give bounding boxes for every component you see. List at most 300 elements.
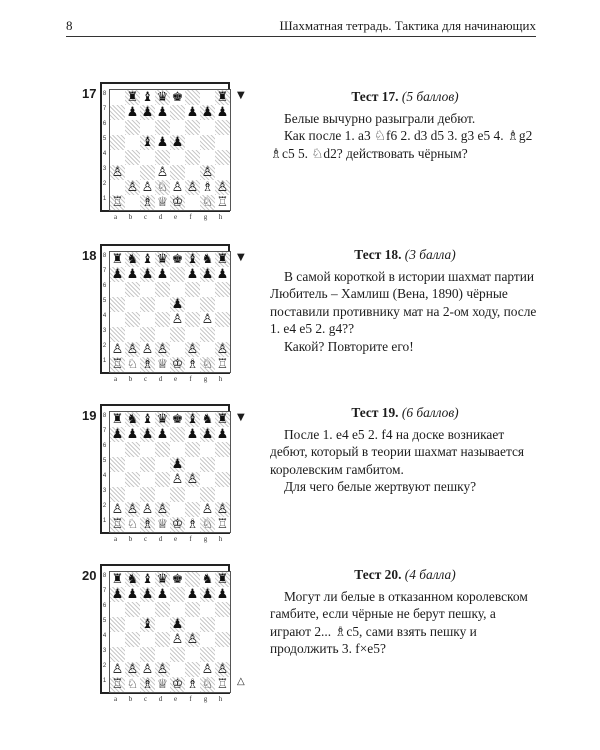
board-square <box>200 135 215 150</box>
board-square <box>185 297 200 312</box>
file-label: b <box>128 695 133 703</box>
board-square <box>185 135 200 150</box>
board-square <box>125 457 140 472</box>
white-bishop-icon: ♗ <box>141 517 154 532</box>
rank-label: 8 <box>102 91 107 97</box>
board-square <box>125 120 140 135</box>
board-square <box>155 195 170 210</box>
black-knight-icon: ♞ <box>201 412 214 427</box>
black-pawn-icon: ♟ <box>201 427 214 442</box>
board-square <box>110 105 125 120</box>
black-bishop-icon: ♝ <box>141 412 154 427</box>
board-square <box>200 342 215 357</box>
board-square <box>110 427 125 442</box>
file-label: b <box>128 535 133 543</box>
rank-labels <box>101 569 108 689</box>
board-square <box>185 617 200 632</box>
board-square <box>215 602 230 617</box>
white-pawn-icon: ♙ <box>141 342 154 357</box>
file-labels <box>108 213 228 221</box>
file-label: g <box>203 695 208 703</box>
board-square <box>125 677 140 692</box>
board-square <box>200 120 215 135</box>
black-queen-icon: ♛ <box>156 90 169 105</box>
rank-label: 6 <box>102 121 107 127</box>
file-label: d <box>158 535 163 543</box>
rank-labels <box>101 87 108 207</box>
board-square <box>185 165 200 180</box>
board-square <box>170 342 185 357</box>
board-square <box>155 342 170 357</box>
black-pawn-icon: ♟ <box>141 267 154 282</box>
board-square <box>200 105 215 120</box>
board-square <box>125 135 140 150</box>
white-knight-icon: ♘ <box>126 677 139 692</box>
test-19 <box>270 404 540 496</box>
board-square <box>215 662 230 677</box>
board-square <box>170 632 185 647</box>
test-text <box>270 588 540 658</box>
board-square <box>110 252 125 267</box>
white-knight-icon: ♘ <box>201 677 214 692</box>
white-pawn-icon: ♙ <box>186 180 199 195</box>
board-square <box>200 150 215 165</box>
file-label: h <box>218 213 223 221</box>
board-square <box>140 105 155 120</box>
black-rook-icon: ♜ <box>111 572 124 587</box>
board-square <box>215 632 230 647</box>
file-labels <box>108 695 228 703</box>
white-king-icon: ♔ <box>171 677 184 692</box>
board-square <box>170 472 185 487</box>
white-pawn-icon: ♙ <box>216 662 229 677</box>
board-square <box>200 487 215 502</box>
file-label: c <box>143 213 148 221</box>
board-square <box>125 282 140 297</box>
board-square <box>155 282 170 297</box>
board-square <box>110 327 125 342</box>
board-square <box>140 442 155 457</box>
board-square <box>200 90 215 105</box>
board-square <box>170 457 185 472</box>
chessboard-frame <box>100 564 230 694</box>
board-square <box>215 587 230 602</box>
test-paragraph: Какой? Повторите его! <box>284 338 414 354</box>
white-queen-icon: ♕ <box>156 195 169 210</box>
board-square <box>155 502 170 517</box>
white-knight-icon: ♘ <box>201 357 214 372</box>
board-square <box>215 135 230 150</box>
file-label: f <box>189 535 192 543</box>
white-pawn-icon: ♙ <box>171 632 184 647</box>
board-square <box>125 342 140 357</box>
board-square <box>110 412 125 427</box>
white-pawn-icon: ♙ <box>141 502 154 517</box>
chessboard-frame <box>100 82 230 212</box>
white-bishop-icon: ♗ <box>186 517 199 532</box>
board-square <box>155 602 170 617</box>
board-square <box>110 282 125 297</box>
white-pawn-icon: ♙ <box>171 312 184 327</box>
board-square <box>200 572 215 587</box>
board-square <box>125 502 140 517</box>
board-square <box>155 412 170 427</box>
board-square <box>125 617 140 632</box>
black-knight-icon: ♞ <box>126 412 139 427</box>
board-square <box>200 632 215 647</box>
board-square <box>125 412 140 427</box>
test-title-number: Тест 19. <box>351 405 399 420</box>
rank-label: 3 <box>102 166 107 172</box>
board-square <box>110 312 125 327</box>
rank-label: 7 <box>102 588 107 594</box>
diagram-number: 17 <box>82 86 97 101</box>
rank-label: 8 <box>102 573 107 579</box>
board-square <box>140 180 155 195</box>
rank-label: 6 <box>102 283 107 289</box>
running-title: Шахматная тетрадь. Тактика для начинающих <box>279 18 536 33</box>
white-king-icon: ♔ <box>171 195 184 210</box>
file-label: h <box>218 375 223 383</box>
board-square <box>215 517 230 532</box>
black-pawn-icon: ♟ <box>201 587 214 602</box>
white-knight-icon: ♘ <box>126 517 139 532</box>
board-square <box>110 90 125 105</box>
board-square <box>185 267 200 282</box>
file-label: f <box>189 213 192 221</box>
rank-label: 5 <box>102 618 107 624</box>
black-pawn-icon: ♟ <box>201 267 214 282</box>
board-square <box>200 267 215 282</box>
white-bishop-icon: ♗ <box>186 677 199 692</box>
black-pawn-icon: ♟ <box>156 267 169 282</box>
board-square <box>185 487 200 502</box>
board-square <box>125 195 140 210</box>
file-labels <box>108 375 228 383</box>
board-square <box>125 572 140 587</box>
white-rook-icon: ♖ <box>111 517 124 532</box>
chessboard <box>109 251 231 373</box>
black-pawn-icon: ♟ <box>171 617 184 632</box>
black-king-icon: ♚ <box>171 572 184 587</box>
board-square <box>215 487 230 502</box>
board-square <box>110 457 125 472</box>
white-king-icon: ♔ <box>171 517 184 532</box>
rank-label: 3 <box>102 328 107 334</box>
board-square <box>155 587 170 602</box>
board-square <box>170 412 185 427</box>
white-pawn-icon: ♙ <box>126 662 139 677</box>
rank-label: 6 <box>102 443 107 449</box>
board-square <box>170 252 185 267</box>
board-square <box>200 282 215 297</box>
test-text <box>270 110 540 163</box>
board-square <box>140 90 155 105</box>
board-square <box>125 105 140 120</box>
board-square <box>125 327 140 342</box>
board-square <box>110 357 125 372</box>
board-square <box>140 662 155 677</box>
board-square <box>185 252 200 267</box>
board-square <box>200 617 215 632</box>
board-square <box>125 252 140 267</box>
black-knight-icon: ♞ <box>126 572 139 587</box>
board-square <box>155 105 170 120</box>
black-pawn-icon: ♟ <box>141 587 154 602</box>
white-pawn-icon: ♙ <box>141 180 154 195</box>
board-square <box>200 180 215 195</box>
board-square <box>215 457 230 472</box>
black-pawn-icon: ♟ <box>171 297 184 312</box>
board-square <box>185 105 200 120</box>
test-title-number: Тест 17. <box>351 89 399 104</box>
test-points: (3 балла) <box>404 247 456 262</box>
black-rook-icon: ♜ <box>216 252 229 267</box>
rank-label: 4 <box>102 473 107 479</box>
black-pawn-icon: ♟ <box>141 427 154 442</box>
white-king-icon: ♔ <box>171 357 184 372</box>
test-points: (5 баллов) <box>401 89 459 104</box>
white-rook-icon: ♖ <box>216 677 229 692</box>
black-pawn-icon: ♟ <box>186 587 199 602</box>
rank-label: 1 <box>102 518 107 524</box>
white-pawn-icon: ♙ <box>156 165 169 180</box>
board-square <box>155 312 170 327</box>
board-square <box>125 487 140 502</box>
board-square <box>110 632 125 647</box>
board-square <box>215 357 230 372</box>
board-square <box>155 165 170 180</box>
rank-label: 7 <box>102 428 107 434</box>
white-bishop-icon: ♗ <box>186 357 199 372</box>
black-knight-icon: ♞ <box>126 252 139 267</box>
black-pawn-icon: ♟ <box>156 427 169 442</box>
board-square <box>170 105 185 120</box>
rank-label: 5 <box>102 136 107 142</box>
white-queen-icon: ♕ <box>156 357 169 372</box>
board-square <box>170 90 185 105</box>
board-square <box>200 327 215 342</box>
white-rook-icon: ♖ <box>111 357 124 372</box>
board-square <box>215 150 230 165</box>
black-king-icon: ♚ <box>171 90 184 105</box>
board-square <box>200 195 215 210</box>
board-square <box>215 90 230 105</box>
board-square <box>110 517 125 532</box>
white-pawn-icon: ♙ <box>156 662 169 677</box>
board-square <box>200 165 215 180</box>
board-square <box>110 120 125 135</box>
board-square <box>125 602 140 617</box>
board-square <box>170 297 185 312</box>
board-square <box>185 342 200 357</box>
test-paragraph: Как после 1. a3 ♘f6 2. d3 d5 3. g3 e5 4. ♗g2 ♗c5 5. ♘d2? действовать чёрным? <box>270 128 533 161</box>
test-paragraph: После 1. e4 e5 2. f4 на доске возникает дебют, который в теории шахмат называется королевским гамбитом. <box>270 426 525 477</box>
board-square <box>185 677 200 692</box>
rank-label: 5 <box>102 458 107 464</box>
black-rook-icon: ♜ <box>126 90 139 105</box>
white-pawn-icon: ♙ <box>186 472 199 487</box>
board-square <box>155 647 170 662</box>
black-rook-icon: ♜ <box>216 412 229 427</box>
board-square <box>185 150 200 165</box>
black-pawn-icon: ♟ <box>111 587 124 602</box>
board-square <box>185 90 200 105</box>
diagram-number: 19 <box>82 408 97 423</box>
board-square <box>125 180 140 195</box>
board-square <box>185 327 200 342</box>
test-paragraph: Белые вычурно разыграли дебют. <box>284 110 476 126</box>
board-square <box>185 195 200 210</box>
board-square <box>170 180 185 195</box>
board-square <box>155 120 170 135</box>
test-title <box>270 246 540 264</box>
board-square <box>155 677 170 692</box>
rank-label: 7 <box>102 106 107 112</box>
file-label: a <box>113 535 118 543</box>
board-square <box>200 662 215 677</box>
board-square <box>170 267 185 282</box>
white-pawn-icon: ♙ <box>111 662 124 677</box>
board-square <box>155 327 170 342</box>
board-square <box>170 150 185 165</box>
board-square <box>200 472 215 487</box>
board-square <box>140 517 155 532</box>
black-pawn-icon: ♟ <box>216 587 229 602</box>
black-pawn-icon: ♟ <box>186 105 199 120</box>
board-square <box>140 572 155 587</box>
black-to-move-icon: ▼ <box>237 90 245 101</box>
black-rook-icon: ♜ <box>216 572 229 587</box>
board-square <box>185 472 200 487</box>
black-to-move-icon: ▼ <box>237 412 245 423</box>
board-square <box>155 180 170 195</box>
board-square <box>215 572 230 587</box>
chessboard <box>109 411 231 533</box>
black-bishop-icon: ♝ <box>141 252 154 267</box>
board-square <box>200 252 215 267</box>
rank-label: 4 <box>102 633 107 639</box>
board-square <box>140 150 155 165</box>
board-square <box>125 587 140 602</box>
black-bishop-icon: ♝ <box>141 135 154 150</box>
board-square <box>215 427 230 442</box>
black-pawn-icon: ♟ <box>156 105 169 120</box>
file-label: c <box>143 695 148 703</box>
diagram-number: 20 <box>82 568 97 583</box>
file-label: f <box>189 695 192 703</box>
file-label: h <box>218 695 223 703</box>
board-square <box>110 267 125 282</box>
black-bishop-icon: ♝ <box>186 412 199 427</box>
board-square <box>110 165 125 180</box>
board-square <box>140 427 155 442</box>
board-square <box>200 427 215 442</box>
white-pawn-icon: ♙ <box>111 342 124 357</box>
white-rook-icon: ♖ <box>111 677 124 692</box>
board-square <box>140 602 155 617</box>
rank-labels <box>101 409 108 529</box>
chessboard-frame <box>100 404 230 534</box>
rank-label: 4 <box>102 313 107 319</box>
board-square <box>170 487 185 502</box>
board-square <box>155 267 170 282</box>
board-square <box>125 165 140 180</box>
board-square <box>170 327 185 342</box>
board-square <box>155 617 170 632</box>
board-square <box>170 587 185 602</box>
board-square <box>140 120 155 135</box>
board-square <box>110 180 125 195</box>
board-square <box>215 282 230 297</box>
board-square <box>125 297 140 312</box>
test-title-number: Тест 18. <box>354 247 402 262</box>
board-square <box>215 312 230 327</box>
black-pawn-icon: ♟ <box>111 267 124 282</box>
black-bishop-icon: ♝ <box>141 617 154 632</box>
file-label: f <box>189 375 192 383</box>
white-bishop-icon: ♗ <box>141 357 154 372</box>
file-label: e <box>173 535 178 543</box>
board-square <box>170 120 185 135</box>
board-square <box>185 647 200 662</box>
board-square <box>155 472 170 487</box>
white-pawn-icon: ♙ <box>201 662 214 677</box>
board-square <box>140 282 155 297</box>
black-rook-icon: ♜ <box>216 90 229 105</box>
board-square <box>155 135 170 150</box>
test-18 <box>270 246 540 355</box>
page-header <box>66 14 536 36</box>
rank-label: 2 <box>102 343 107 349</box>
board-square <box>215 297 230 312</box>
rank-label: 8 <box>102 253 107 259</box>
board-square <box>155 252 170 267</box>
chessboard-frame <box>100 244 230 374</box>
board-square <box>185 662 200 677</box>
rank-label: 1 <box>102 196 107 202</box>
board-square <box>170 282 185 297</box>
file-label: g <box>203 535 208 543</box>
board-square <box>200 587 215 602</box>
test-text <box>270 268 540 356</box>
black-rook-icon: ♜ <box>111 252 124 267</box>
board-square <box>170 647 185 662</box>
diagram-number: 18 <box>82 248 97 263</box>
test-text <box>270 426 540 496</box>
file-label: c <box>143 535 148 543</box>
black-rook-icon: ♜ <box>111 412 124 427</box>
board-square <box>110 487 125 502</box>
black-pawn-icon: ♟ <box>186 427 199 442</box>
file-label: d <box>158 375 163 383</box>
board-square <box>155 427 170 442</box>
white-knight-icon: ♘ <box>201 195 214 210</box>
board-square <box>170 427 185 442</box>
test-title <box>270 88 540 106</box>
board-square <box>200 647 215 662</box>
board-square <box>110 662 125 677</box>
file-label: e <box>173 375 178 383</box>
board-square <box>110 150 125 165</box>
white-bishop-icon: ♗ <box>201 180 214 195</box>
board-square <box>155 487 170 502</box>
black-pawn-icon: ♟ <box>171 135 184 150</box>
rank-label: 2 <box>102 181 107 187</box>
board-square <box>215 195 230 210</box>
board-square <box>170 357 185 372</box>
board-square <box>215 120 230 135</box>
